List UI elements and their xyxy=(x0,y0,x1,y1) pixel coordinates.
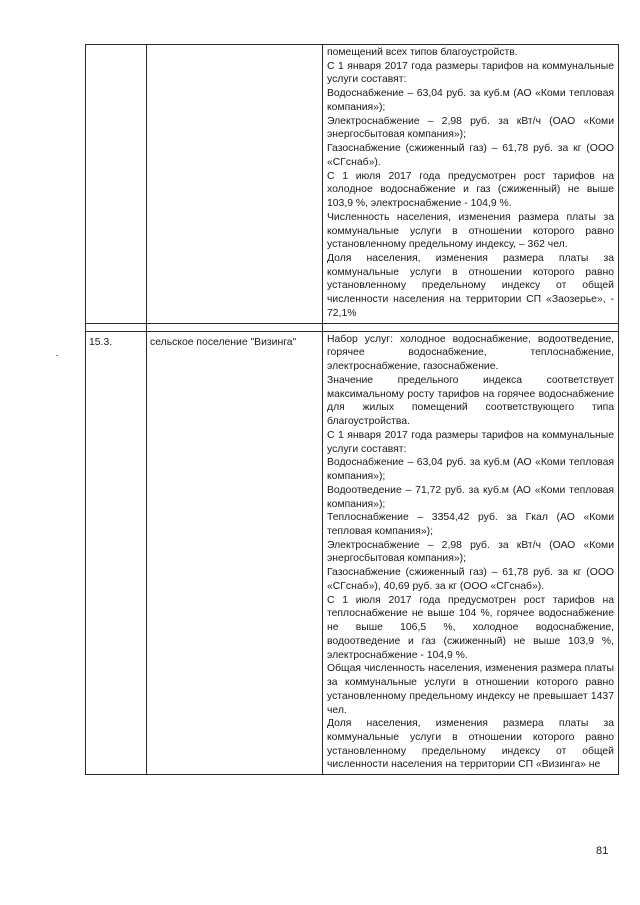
paragraph: Доля населения, изменения размера платы за коммунальные услуги в отношении которого равно установленному предельному индексу от общей численности населения на территории СП «Заозерье», - 72,1% xyxy=(327,253,614,319)
paragraph: Численность населения, изменения размера платы за коммунальные услуги в отношении которого равно установленному предельному индексу, – 362 чел. xyxy=(327,211,614,251)
spacer-cell xyxy=(86,323,147,331)
paragraph: Водоснабжение – 63,04 руб. за куб.м (АО «Коми тепловая компания»); xyxy=(327,457,614,483)
table-row-previous xyxy=(86,45,619,324)
table-row-vizinga xyxy=(86,331,619,775)
margin-mark xyxy=(56,355,58,356)
paragraph: Водоотведение – 71,72 руб. за куб.м (АО «Коми тепловая компания»); xyxy=(327,484,614,510)
paragraph: С 1 января 2017 года размеры тарифов на коммунальные услуги составят: xyxy=(327,429,614,455)
row-name-cell xyxy=(147,45,323,324)
paragraph: Набор услуг: холодное водоснабжение, водоотведение, горячее водоснабжение, теплоснабжение, электроснабжение, газоснабжение. xyxy=(327,333,614,373)
paragraph: С 1 июля 2017 года предусмотрен рост тарифов на теплоснабжение не выше 104 %, горячее водоснабжение не выше 106,5 %, холодное водоснабжение, водоотведение и газ (сжиженный) не выше 103,9 %, электроснабжение - 104,9 %. xyxy=(327,594,614,661)
page-number: 81 xyxy=(596,845,609,857)
paragraph: помещений всех типов благоустройств. xyxy=(327,47,518,58)
paragraph: Общая численность населения, изменения размера платы за коммунальные услуги в отношении которого равно установленному предельному индексу не превышает 1437 чел. xyxy=(327,663,614,716)
paragraph: С 1 июля 2017 года предусмотрен рост тарифов на холодное водоснабжение и газ (сжиженный) не выше 103,9 %, электроснабжение - 104,9 %. xyxy=(327,170,614,210)
tariff-table xyxy=(85,44,619,775)
paragraph: Электроснабжение – 2,98 руб. за кВт/ч (ОАО «Коми энергосбытовая компания»); xyxy=(327,539,614,565)
paragraph: Теплоснабжение – 3354,42 руб. за Гкал (АО «Коми тепловая компания»); xyxy=(327,512,614,537)
row-content-cell xyxy=(323,331,619,775)
row-name-cell: сельское поселение "Визинга" xyxy=(147,331,323,775)
row-number-cell: 15.3. xyxy=(86,331,147,775)
row-number-cell xyxy=(86,45,147,324)
paragraph: С 1 января 2017 года размеры тарифов на коммунальные услуги составят: xyxy=(327,60,614,86)
paragraph: Газоснабжение (сжиженный газ) – 61,78 руб. за кг (ООО «СГснаб»), 40,69 руб. за кг (ООО «СГснаб»). xyxy=(327,567,614,592)
paragraph: Значение предельного индекса соответствует максимальному росту тарифов на горячее водоснабжение для жилых помещений соответствующего типа благоустройства. xyxy=(327,374,614,428)
row-content-cell xyxy=(323,45,619,324)
paragraph: Газоснабжение (сжиженный газ) – 61,78 руб. за кг (ООО «СГснаб»). xyxy=(327,143,614,168)
paragraph: Водоснабжение – 63,04 руб. за куб.м (АО «Коми тепловая компания»); xyxy=(327,88,614,113)
spacer-cell xyxy=(147,323,323,331)
paragraph: Электроснабжение – 2,98 руб. за кВт/ч (ОАО «Коми энергосбытовая компания»); xyxy=(327,115,614,141)
table-row-spacer xyxy=(86,323,619,331)
spacer-cell xyxy=(323,323,619,331)
paragraph: Доля населения, изменения размера платы за коммунальные услуги в отношении которого равно установленному предельному индексу от общей численности населения на территории СП «Визинга» не xyxy=(327,718,614,771)
